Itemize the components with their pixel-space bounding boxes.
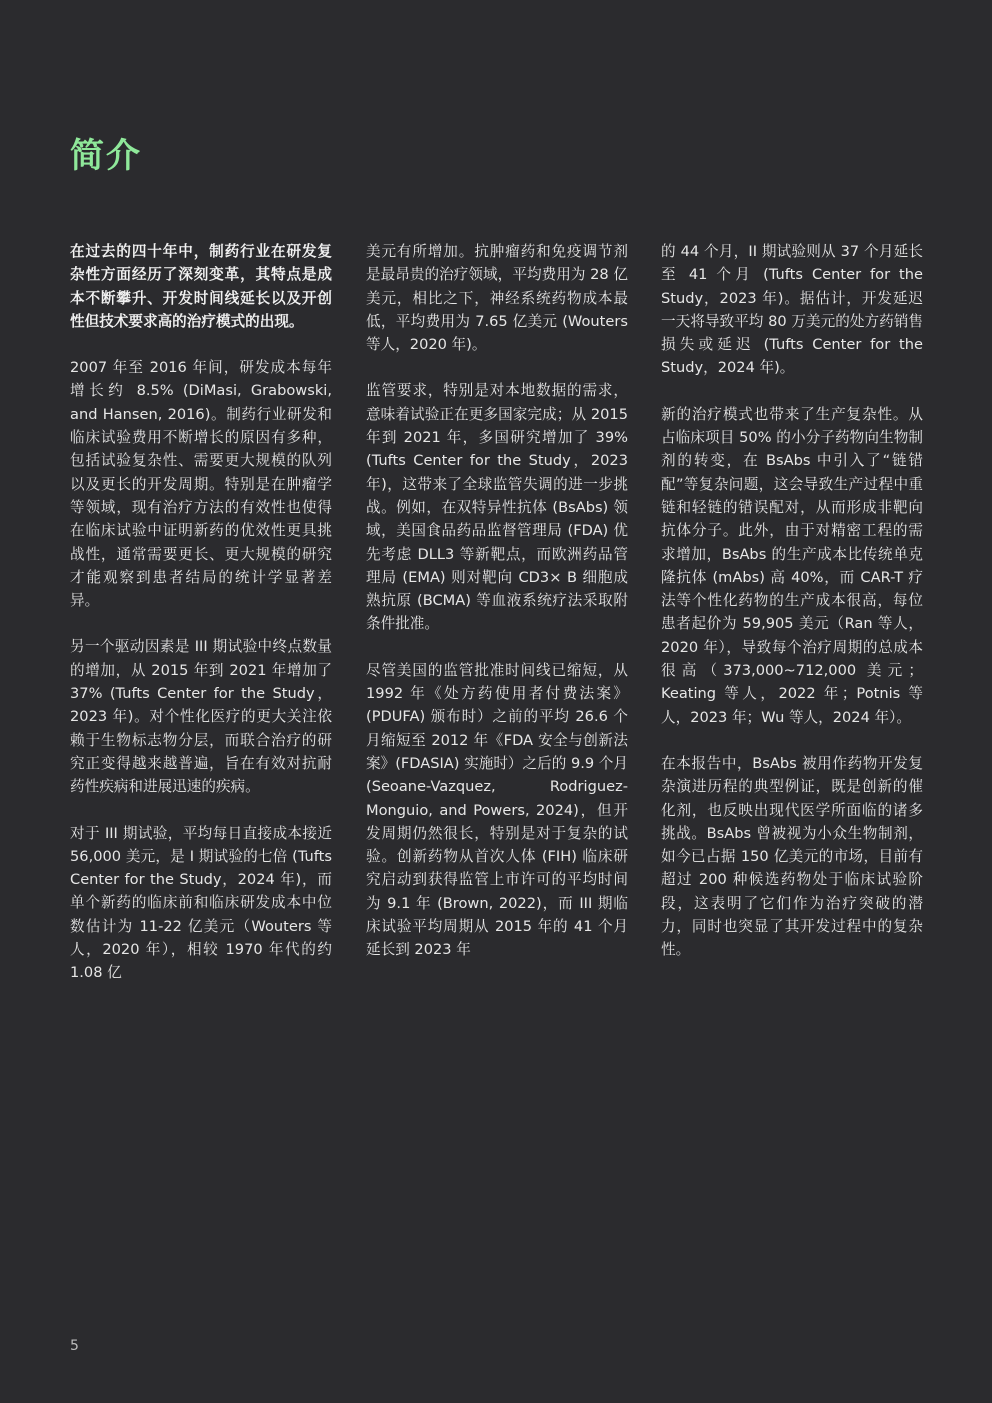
lead-paragraph: 在过去的四十年中，制药行业在研发复杂性方面经历了深刻变革，其特点是成本不断攀升、开发时间线延长以及开创性但技术要求高的治疗模式的出现。 (70, 243, 332, 330)
paragraph: 对于 III 期试验，平均每日直接成本接近 56,000 美元，是 I 期试验的七倍 (Tufts Center for the Study，2024 年)，而单个新药的临床前和临床研发成本中位数估计为 11-22 亿美元（Wouters 等人，2020 年），相较 1970 年代的约 1.08 亿 (70, 824, 332, 982)
paragraph: 新的治疗模式也带来了生产复杂性。从占临床项目 50% 的小分子药物向生物制剂的转变，在 BsAbs 中引入了“链错配”等复杂问题，这会导致生产过程中重链和轻链的错误配对，从而形成非靶向抗体分子。此外，由于对精密工程的需求增加，BsAbs 的生产成本比传统单克隆抗体 (mAbs) 高 40%，而 CAR-T 疗法等个性化药物的生产成本很高，每位患者起价为 59,905 美元（Ran 等人，2020 年），导致每个治疗周期的总成本很高（373,000~712,000 美元；Keating 等人，2022 年；Potnis 等人，2023 年；Wu 等人，2024 年）。 (661, 405, 923, 726)
paragraph: 2007 年至 2016 年间，研发成本每年增长约 8.5% (DiMasi, Grabowski, and Hansen, 2016)。制药行业研发和临床试验费用不断增长的原因有多种，包括试验复杂性、需要更大规模的队列以及更长的开发周期。特别是在肿瘤学等领域，现有治疗方法的有效性也使得在临床试验中证明新药的优效性更具挑战性，通常需要更长、更大规模的研究才能观察到患者结局的统计学显著差异。 (70, 359, 332, 610)
page-title: 简介 (70, 136, 142, 176)
text-column-2 (366, 240, 628, 985)
paragraph: 美元有所增加。抗肿瘤药和免疫调节剂是最昂贵的治疗领域，平均费用为 28 亿美元，相比之下，神经系统药物成本最低，平均费用为 7.65 亿美元 (Wouters 等人，2020 年)。 (366, 243, 628, 354)
paragraph: 在本报告中，BsAbs 被用作药物开发复杂演进历程的典型例证，既是创新的催化剂，也反映出现代医学所面临的诸多挑战。BsAbs 曾被视为小众生物制剂，如今已占据 150 亿美元的市场，目前有超过 200 种候选药物处于临床试验阶段，这表明了它们作为治疗突破的潜力，同时也突显了其开发过程中的复杂性。 (661, 754, 923, 959)
text-column-3 (661, 240, 923, 985)
page-number: 5 (70, 1338, 79, 1354)
paragraph: 另一个驱动因素是 III 期试验中终点数量的增加，从 2015 年到 2021 年增加了 37% (Tufts Center for the Study，2023 年)。对个性化医疗的更大关注依赖于生物标志物分层，而联合治疗的研究正变得越来越普遍，旨在有效对抗耐药性疾病和进展迅速的疾病。 (70, 638, 332, 796)
text-column-1 (70, 240, 332, 1008)
paragraph: 尽管美国的监管批准时间线已缩短，从 1992 年《处方药使用者付费法案》(PDUFA) 颁布时）之前的平均 26.6 个月缩短至 2012 年《FDA 安全与创新法案》(FDASIA) 实施时）之后的 9.9 个月 (Seoane-Vazquez, Rodriguez-Monguio, and Powers, 2024)，但开发周期仍然很长，特别是对于复杂的试验。创新药物从首次人体 (FIH) 临床研究启动到获得监管上市许可的平均时间为 9.1 年 (Brown, 2022)，而 III 期临床试验平均周期从 2015 年的 41 个月延长到 2023 年 (366, 661, 628, 959)
paragraph: 监管要求，特别是对本地数据的需求，意味着试验正在更多国家完成；从 2015 年到 2021 年，多国研究增加了 39% (Tufts Center for the Study，2023 年)，这带来了全球监管失调的进一步挑战。例如，在双特异性抗体 (BsAbs) 领域，美国食品药品监督管理局 (FDA) 优先考虑 DLL3 等新靶点，而欧洲药品管理局 (EMA) 则对靶向 CD3× B 细胞成熟抗原 (BCMA) 等血液系统疗法采取附条件批准。 (366, 382, 628, 633)
paragraph: 的 44 个月，II 期试验则从 37 个月延长至 41 个月 (Tufts Center for the Study，2023 年)。据估计，开发延迟一天将导致平均 80 万美元的处方药销售损失或延迟 (Tufts Center for the Study，2024 年)。 (661, 243, 923, 377)
